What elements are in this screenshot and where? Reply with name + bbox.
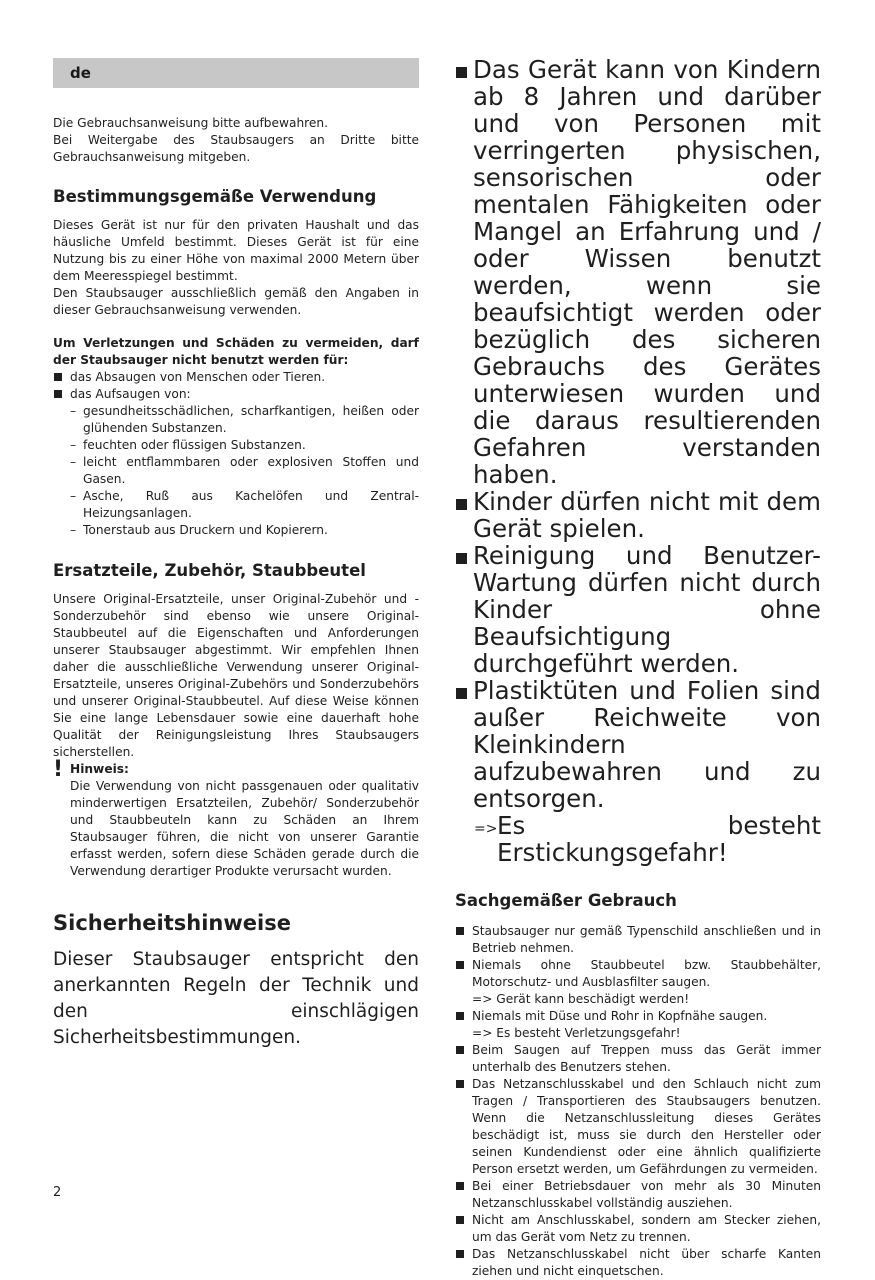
safety-item: Plastiktüten und Folien sind außer Reichweite von Kleinkindern aufzubewahren und zu entsorgen. — [455, 677, 821, 812]
left-column — [53, 58, 419, 1051]
proper-use-consequence: => Es besteht Verletzungsgefahr! — [472, 1026, 681, 1040]
proper-use-item: Das Netzanschlusskabel nicht über scharfe Kanten ziehen und nicht einquetschen. — [455, 1246, 821, 1280]
proper-use-consequence: => Gerät kann beschädigt werden! — [472, 992, 690, 1006]
language-tag: de — [70, 64, 91, 82]
note-title: Hinweis: — [70, 762, 129, 776]
safety-item: Kinder dürfen nicht mit dem Gerät spielen. — [455, 488, 821, 542]
proper-use-item: Bei einer Betriebsdauer von mehr als 30 Minuten Netzanschlusskabel vollständig ausziehen. — [455, 1178, 821, 1212]
proper-use-list — [455, 923, 821, 1280]
safety-item: Reinigung und Benutzer-Wartung dürfen nicht durch Kinder ohne Beaufsichtigung durchgeführt werden. — [455, 542, 821, 677]
intro-line-1: Die Gebrauchsanweisung bitte aufbewahren. — [53, 116, 329, 130]
warning-intro: Um Verletzungen und Schäden zu vermeiden, darf der Staubsauger nicht benutzt werden für: — [53, 336, 419, 367]
page-number: 2 — [53, 1185, 62, 1200]
proper-use-item: Staubsauger nur gemäß Typenschild anschließen und in Betrieb nehmen. — [455, 923, 821, 957]
arrow-icon: => — [474, 821, 498, 837]
warning-item: das Aufsaugen von: — [53, 386, 419, 403]
spare-parts-para: Unsere Original-Ersatzteile, unser Original-Zubehör und -Sonderzubehör sind ebenso wie unsere Original-Staubbeutel auf die Eigenschaften und Anforderungen unserer Staubsauger abgestimmt. Wir empfehlen Ihnen daher die ausschließliche Verwendung unserer Original-Ersatzteile, unseres Original-Zubehörs und Sonderzubehörs und unserer Original-Staubbeutel. Auf diese Weise können Sie eine lange Lebensdauer sowie eine dauerhaft hohe Qualität der Reinigungsleistung Ihres Staubsaugers sicherstellen. — [53, 592, 419, 759]
note-block — [53, 757, 419, 880]
intended-use-para-1: Dieses Gerät ist nur für den privaten Haushalt und das häusliche Umfeld bestimmt. Dieses Gerät ist für eine Nutzung bis zu einer Höhe von maximal 2000 Metern über dem Meeresspiegel bestimmt. — [53, 218, 419, 283]
spare-parts-heading: Ersatzteile, Zubehör, Staubbeutel — [53, 561, 366, 580]
intended-use-para-2: Den Staubsauger ausschließlich gemäß den Angaben in dieser Gebrauchsanweisung verwenden. — [53, 286, 419, 317]
exclamation-icon: ! — [53, 757, 64, 782]
warning-sub-item: – Tonerstaub aus Druckern und Kopierern. — [53, 522, 419, 539]
warning-item: das Absaugen von Menschen oder Tieren. — [53, 369, 419, 386]
proper-use-item: Das Netzanschlusskabel und den Schlauch nicht zum Tragen / Transportieren des Staubsaugers benutzen. Wenn die Netzanschlussleitung dieses Gerätes beschädigt ist, muss sie durch den Hersteller oder seinen Kundendienst oder eine ähnlich qualifizierte Person ersetzt werden, um Gefährdungen zu vermeiden. — [455, 1076, 821, 1178]
warning-sub-item: – feuchten oder flüssigen Substanzen. — [53, 437, 419, 454]
safety-item: Das Gerät kann von Kindern ab 8 Jahren und darüber und von Personen mit verringerten physischen, sensorischen oder mentalen Fähigkeiten oder Mangel an Erfahrung und / oder Wissen benutzt werden, wenn sie beaufsichtigt werden oder bezüglich des sicheren Gebrauchs des Gerätes unterwiesen wurden und die daraus resultierenden Gefahren verstanden haben. — [455, 56, 821, 488]
intro-line-2: Bei Weitergabe des Staubsaugers an Dritte bitte Gebrauchsanweisung mitgeben. — [53, 133, 419, 164]
proper-use-item: Niemals ohne Staubbeutel bzw. Staubbehälter, Motorschutz- und Ausblasfilter saugen. — [455, 957, 821, 991]
proper-use-item: Niemals mit Düse und Rohr in Kopfnähe saugen. — [455, 1008, 821, 1025]
warning-sub-item: – leicht entflammbaren oder explosiven Stoffen und Gasen. — [53, 454, 419, 488]
safety-consequence-text: Es besteht Erstickungsgefahr! — [497, 811, 821, 867]
note-text: Die Verwendung von nicht passgenauen oder qualitativ minderwertigen Ersatzteilen, Zubehör/ Sonderzubehör und Staubbeuteln kann zu Schäden an Ihrem Staubsauger führen, die nicht von unserer Garantie erfasst werden, sofern diese Schäden gerade durch die Verwendung derartiger Produkte verursacht wurden. — [70, 779, 419, 878]
safety-intro: Dieser Staubsauger entspricht den anerkannten Regeln der Technik und den einschlägigen Sicherheitsbestimmungen. — [53, 949, 419, 1048]
warning-sub-item: – gesundheitsschädlichen, scharfkantigen, heißen oder glühenden Substanzen. — [53, 403, 419, 437]
proper-use-heading: Sachgemäßer Gebrauch — [455, 891, 677, 910]
safety-consequence — [455, 812, 821, 866]
right-column — [455, 56, 821, 1280]
language-tag-bar — [53, 58, 419, 88]
proper-use-item: Nicht am Anschlusskabel, sondern am Stecker ziehen, um das Gerät vom Netz zu trennen. — [455, 1212, 821, 1246]
proper-use-item: Beim Saugen auf Treppen muss das Gerät immer unterhalb des Benutzers stehen. — [455, 1042, 821, 1076]
intended-use-heading: Bestimmungsgemäße Verwendung — [53, 187, 377, 206]
safety-heading: Sicherheitshinweise — [53, 911, 291, 935]
warning-sub-item: – Asche, Ruß aus Kachelöfen und Zentral-Heizungsanlagen. — [53, 488, 419, 522]
